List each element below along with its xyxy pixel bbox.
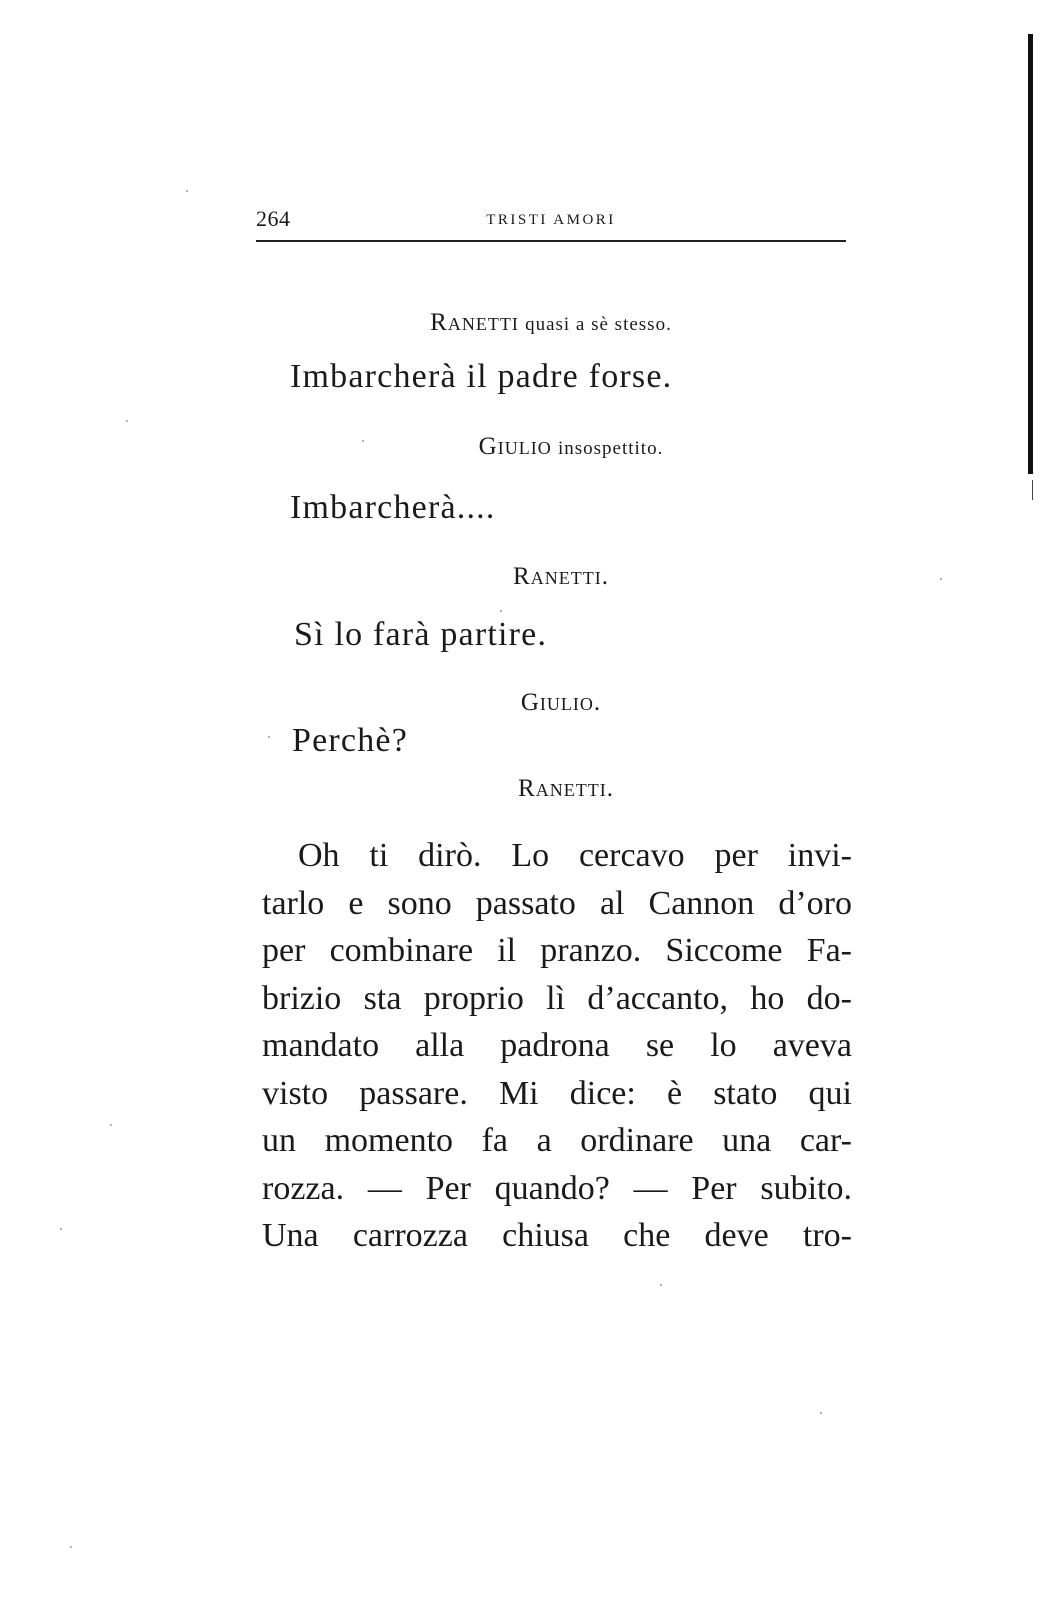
speech-line: un momento fa a ordinare una car- <box>262 1122 852 1159</box>
speech-line: Una carrozza chiusa che deve tro- <box>262 1217 852 1254</box>
paper-speck <box>126 420 128 422</box>
paper-speck <box>186 190 188 192</box>
speech-line: brizio sta proprio lì d’accanto, ho do- <box>262 979 852 1017</box>
speech-line: rozza. — Per quando? — Per subito. <box>262 1169 852 1207</box>
paper-speck <box>60 1228 62 1230</box>
speech-line: visto passare. Mi dice: è stato qui <box>262 1074 852 1112</box>
speaker-cue <box>256 433 846 461</box>
paper-speck <box>110 1124 112 1126</box>
paper-speck <box>820 1412 822 1414</box>
speaker-cue <box>256 689 846 717</box>
stage-direction: insospettito. <box>557 438 664 459</box>
page-header <box>256 206 846 242</box>
paper-speck <box>940 578 942 580</box>
page-number: 264 <box>256 206 291 231</box>
speaker-name: Giulio. <box>520 689 602 716</box>
speech-line: mandato alla padrona se lo aveva <box>262 1027 852 1064</box>
dialogue-line: Sì lo farà partire. <box>294 616 548 653</box>
speaker-cue <box>256 309 846 337</box>
speech-line: tarlo e sono passato al Cannon d’oro <box>262 884 852 922</box>
speech-paragraph <box>262 832 852 1260</box>
paper-speck <box>500 610 502 612</box>
running-title: TRISTI AMORI <box>486 212 616 228</box>
speaker-name: Ranetti <box>430 309 519 336</box>
paper-speck <box>268 736 270 738</box>
stage-direction: quasi a sè stesso. <box>525 314 672 335</box>
speech-line: per combinare il pranzo. Siccome Fa- <box>262 932 852 969</box>
speaker-name: Ranetti. <box>513 563 609 590</box>
speaker-cue <box>256 563 846 591</box>
paper-speck <box>70 1546 72 1548</box>
speech-line: Oh ti dirò. Lo cercavo per invi- <box>298 837 852 874</box>
speaker-name: Ranetti. <box>518 775 614 802</box>
page-gutter-shadow <box>1028 34 1033 474</box>
page-gutter-shadow <box>1032 480 1033 500</box>
dialogue-line: Perchè? <box>292 722 408 759</box>
dialogue-line: Imbarcherà il padre forse. <box>290 358 673 395</box>
speaker-cue <box>256 775 846 803</box>
paper-speck <box>660 1284 662 1286</box>
dialogue-line: Imbarcherà.... <box>290 489 496 526</box>
speaker-name: Giulio <box>478 433 552 460</box>
